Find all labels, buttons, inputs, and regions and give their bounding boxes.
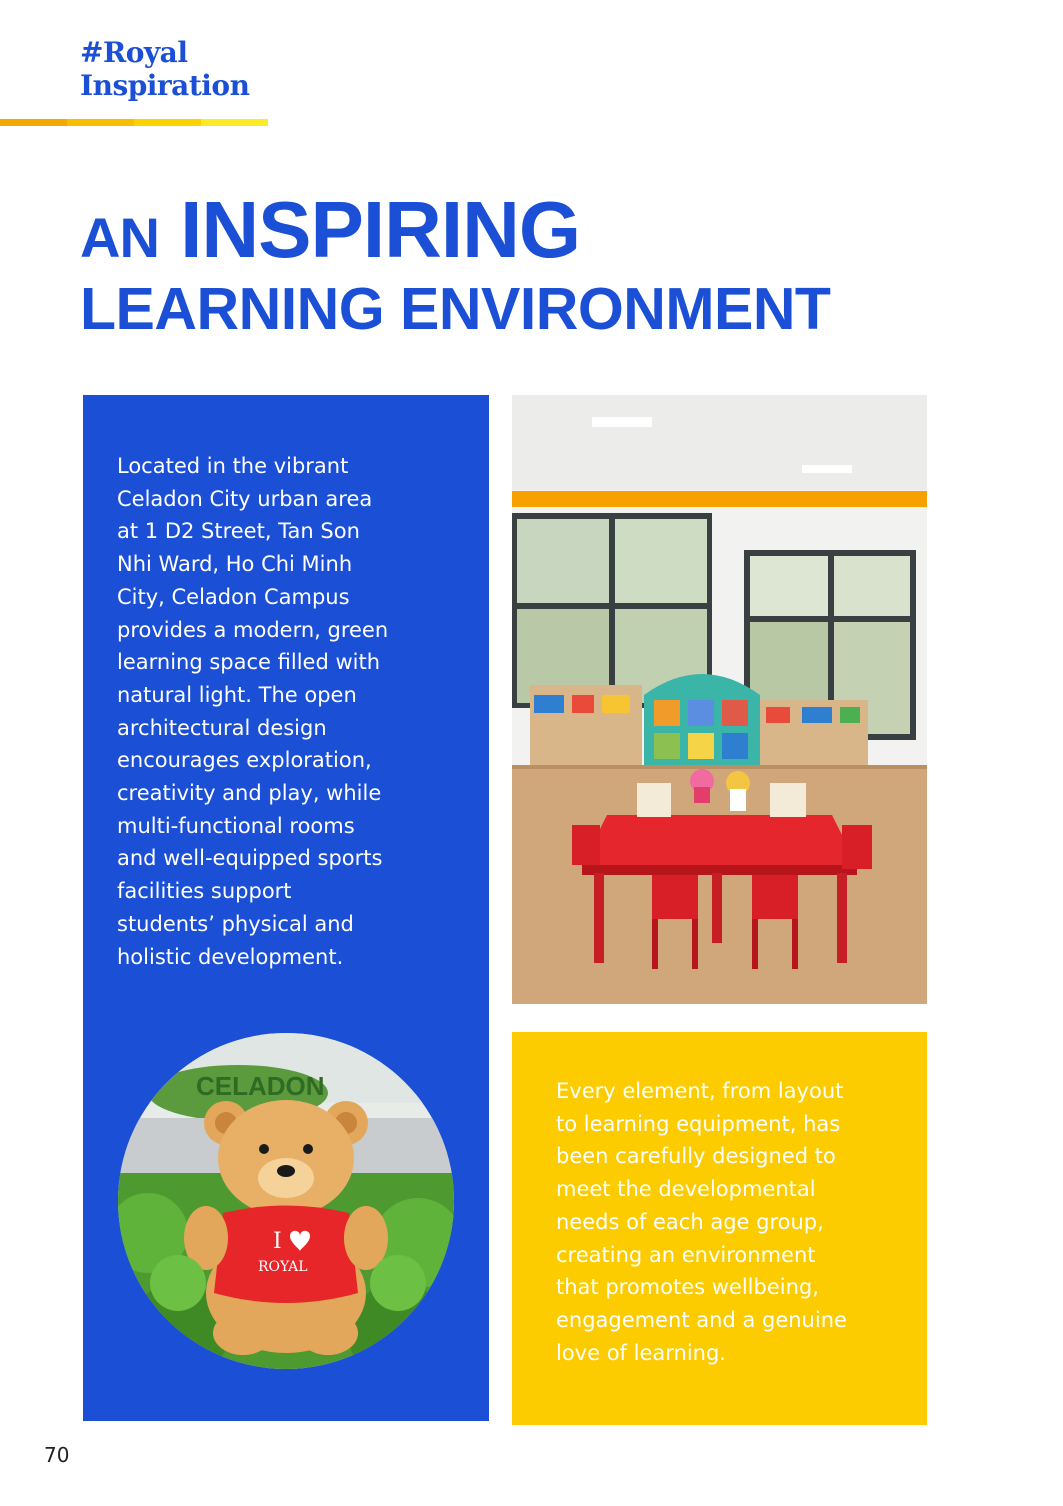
design-description (556, 1075, 901, 1369)
tag-line-2: Inspiration (80, 69, 250, 102)
text-line: facilities support (117, 879, 292, 904)
text-line: multi-functional rooms (117, 813, 355, 838)
text-line: to learning equipment, has (556, 1111, 841, 1136)
title-word-inspiring: INSPIRING (180, 185, 581, 274)
page-number: 70 (44, 1443, 70, 1467)
text-line: engagement and a genuine (556, 1307, 847, 1332)
text-line: Nhi Ward, Ho Chi Minh (117, 552, 353, 577)
text-line: natural light. The open (117, 682, 357, 707)
stripe-segment-3 (134, 119, 201, 126)
text-line: learning space filled with (117, 650, 381, 675)
tag-underline-stripe (0, 119, 268, 126)
text-line: encourages exploration, (117, 748, 372, 773)
classroom-photo (512, 395, 927, 1004)
text-line: City, Celadon Campus (117, 584, 350, 609)
text-line: Located in the vibrant (117, 454, 349, 478)
text-line: creating an environment (556, 1242, 816, 1267)
text-line: students’ physical and (117, 911, 354, 936)
shirt-text-i: I (273, 1229, 282, 1254)
title-word-an: AN (80, 206, 159, 269)
text-line: love of learning. (556, 1340, 726, 1365)
text-line: and well-equipped sports (117, 846, 383, 871)
text-line: creativity and play, while (117, 781, 382, 806)
text-line: Celadon City urban area (117, 486, 373, 511)
celadon-sign-text: CELADON (196, 1071, 325, 1101)
stripe-segment-4 (201, 119, 268, 126)
text-line: that promotes wellbeing, (556, 1275, 819, 1300)
title-line-2: LEARNING ENVIRONMENT (80, 276, 831, 342)
text-line: meet the developmental (556, 1177, 816, 1202)
text-line: Every element, from layout (556, 1079, 844, 1103)
text-line: provides a modern, green (117, 617, 389, 642)
teddy-bear-photo (118, 1033, 454, 1369)
text-line: needs of each age group, (556, 1209, 824, 1234)
text-line: architectural design (117, 715, 327, 740)
text-line: at 1 D2 Street, Tan Son (117, 519, 360, 544)
page-title (80, 185, 831, 342)
title-line-1 (80, 185, 830, 274)
stripe-segment-1 (0, 119, 67, 126)
text-line: holistic development. (117, 944, 344, 969)
text-line: been carefully designed to (556, 1144, 836, 1169)
campus-description (117, 450, 447, 973)
stripe-segment-2 (67, 119, 134, 126)
section-tag (80, 36, 249, 102)
tag-line-1: #Royal (80, 36, 188, 69)
shirt-text-royal: ROYAL (258, 1259, 308, 1275)
